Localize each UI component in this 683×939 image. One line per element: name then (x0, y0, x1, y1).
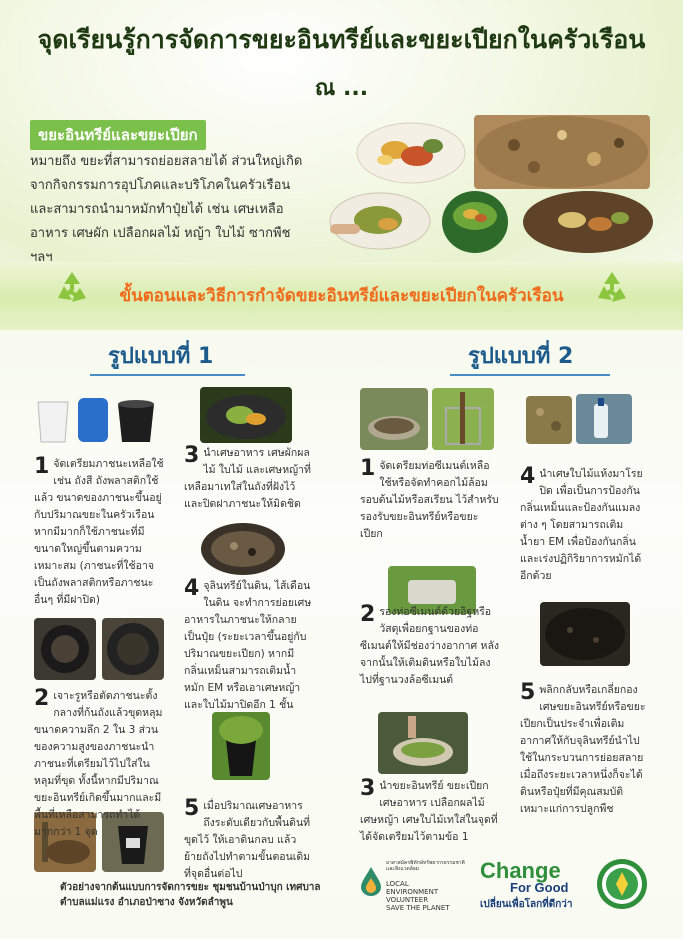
step-number: 2 (360, 602, 376, 627)
change-for-good-logo (474, 858, 589, 914)
lev-line-4: SAVE THE PLANET (386, 904, 450, 912)
model-1-step-1 (34, 456, 166, 609)
page-subtitle: ณ ... (314, 76, 369, 101)
recycle-icon-right (592, 268, 632, 308)
step-number: 3 (360, 776, 376, 801)
lev-line-2: ENVIRONMENT (386, 888, 439, 896)
step-number: 2 (34, 686, 50, 711)
step-text: นำเศษใบไม้แห้งมาโรยปิด เพื่อเป็นการป้องกันกลิ่นเหม็นและป้องกันแมลงต่าง ๆ โดยสามารถเติมน้ำยา EM เพื่อป้องกันกลิ่นและเร่งปฏิกิริยาการหมักได้อีกด้วย (520, 468, 643, 582)
model-2-underline (450, 374, 610, 376)
model-2-step-4 (520, 466, 646, 585)
buckets-photo (34, 392, 160, 444)
green-compost-bin-photo (441, 190, 509, 254)
step-text: จัดเตรียมภาชนะเหลือใช้ เช่น ถังสี ถังพลาสติกใช้แล้ว ขนาดของภาชนะขึ้นอยู่กับปริมาณขยะในครัวเรือน หากมีมากก็ใช้ภาชนะที่มีขนาดใหญ่ขึ้นตามความเหมาะสม (ภาชนะที่ใช้อาจเป็นถังพลาสติกหรือภาชนะอื่นๆ ที่มีฝาปิด) (34, 458, 164, 606)
model-1-step-5 (184, 798, 312, 883)
step-text: เมื่อปริมาณเศษอาหารถึงระดับเดียวกับพื้นดินที่ขุดไว้ ให้เอาดินกลบ แล้วย้ายถังไปทำตามขั้นตอนเดิมที่จุดอื่นต่อไป (184, 800, 311, 880)
step-text: พลิกกลับหรือเกลี่ยกองเศษขยะอินทรีย์หรือขยะเปียกเป็นประจำเพื่อเติมอากาศให้กับจุลินทรีย์นำไปใช้ในกระบวนการย่อยสลาย เมื่อถึงระยะเวลาหนึ่งก็จะได้ดินหรือปุ๋ยที่มีคุณสมบัติเหมาะแก่การปลูกพืช (520, 684, 646, 815)
food-waste-in-soil-photo (522, 190, 654, 254)
page-title: จุดเรียนรู้การจัดการขยะอินทรีย์และขยะเปียกในครัวเรือน (37, 25, 646, 54)
lev-line-3: VOLUNTEER (386, 896, 429, 904)
step-text: เจาะรูหรือตัดภาชนะตั้งกลางที่ก้นถังแล้วขุดหลุมขนาดความลึก 2 ใน 3 ส่วนของความสูงของภาชนะนำภาชนะที่เตรียมไว้ไปใส่ในหลุมที่ขุด ทั้งนี้หากมีปริมาณขยะอินทรีย์เกิดขึ้นมากและมีพื้นที่เหลือสามารถทำได้มากกว่า 1 จุด (34, 690, 163, 838)
step-text: นำเศษอาหาร เศษผักผลไม้ ใบไม้ และเศษหญ้าที่เหลือมาเทใส่ในถังที่ฝังไว้ และปิดฝาภาชนะให้มิดชิด (184, 447, 311, 510)
model-2-step-2 (360, 604, 500, 689)
bucket-in-hole-photo-a (34, 618, 96, 680)
model-2-title: รูปแบบที่ 2 (468, 344, 574, 369)
water-drop-icon (360, 866, 382, 896)
step-number: 5 (184, 796, 200, 821)
step-text: จัดเตรียมท่อซีเมนต์เหลือใช้หรือจัดทำคอกไม้ล้อมรอบต้นไม้หรือสเรียน ไว้สำหรับรองรับขยะอินทรีย์หรือขยะเปียก (360, 460, 499, 540)
cfg-change-text: Change (480, 858, 561, 883)
step-text: นำขยะอินทรีย์ ขยะเปียก เศษอาหาร เปลือกผลไม้ เศษหญ้า เศษใบไม้เทใส่ในจุดที่ได้จัดเตรียมไว้ตามข้อ 1 (360, 780, 498, 843)
model-2-step-1 (360, 458, 500, 543)
scraps-in-bucket-photo (200, 387, 292, 443)
em-spray-photo (576, 394, 632, 444)
intro-heading: ขยะอินทรีย์และขยะเปียก (30, 120, 206, 150)
step-number: 4 (520, 464, 536, 489)
compost-soil-photo (540, 602, 630, 666)
covered-bucket-photo (212, 712, 270, 780)
government-seal-logo (596, 858, 648, 910)
cfg-thai-text: เปลี่ยนเพื่อโลกที่ดีกว่า (480, 899, 573, 910)
model-1-step-4 (184, 578, 312, 714)
wire-cage-tree-photo (432, 388, 494, 450)
steps-title: ขั้นตอนและวิธีการกำจัดขยะอินทรีย์และขยะเปียกในครัวเรือน (119, 286, 564, 306)
model-2-step-3 (360, 778, 500, 846)
model-2-step-5 (520, 682, 646, 818)
decomposing-scraps-photo (200, 522, 286, 576)
step-text: จุลินทรีย์ในดิน, ไส้เดือนในดิน จะทำการย่อยเศษอาหารในภาชนะให้กลายเป็นปุ๋ย (ระยะเวลาขึ้นอยู่กับปริมาณขยะเปียก) หากมีกลิ่นเหม็นสามารถเติมน้ำหมัก EM หรือเอาเศษหญ้าและใบไม้มาปิดอีก 1 ชั้น (184, 580, 312, 711)
source-credit: ตัวอย่างจากต้นแบบการจัดการขยะ ชุมชนบ้านป่าบุก เทศบาลตำบลแม่แรง อำเภอป่าซาง จังหวัดลำพูน (60, 882, 321, 908)
step-number: 1 (360, 456, 376, 481)
pouring-scraps-photo (378, 712, 468, 774)
step-number: 4 (184, 576, 200, 601)
model-1-step-3 (184, 445, 312, 513)
food-scraps-plate-photo (355, 120, 467, 186)
intro-body: หมายถึง ขยะที่สามารถย่อยสลายได้ ส่วนใหญ่เกิดจากกิจกรรมการอุปโภคและบริโภคในครัวเรือน และสามารถนำมาหมักทำปุ๋ยได้ เช่น เศษเหลืออาหาร เศษผัก เปลือกผลไม้ หญ้า ใบไม้ ซากพืช ฯลฯ (30, 154, 303, 265)
model-1-step-2 (34, 688, 166, 841)
model-1-underline (90, 374, 245, 376)
bucket-in-hole-photo-b (102, 618, 164, 680)
model-1-title: รูปแบบที่ 1 (108, 344, 214, 369)
cfg-forgood-text: For Good (510, 880, 569, 895)
cement-ring-photo-a (360, 388, 428, 450)
lev-small-caption: อาสาสมัครพิทักษ์ทรัพยากรธรรมชาติและสิ่งแวดล้อม (386, 860, 465, 872)
lev-line-1: LOCAL (386, 880, 409, 888)
step-text: รองท่อซีเมนต์ด้วยอิฐหรือวัสดุเพื่อยกฐานของท่อซีเมนต์ให้มีช่องว่างอากาศ หลังจากนั้นให้เติมดินหรือใบไม้ลงไปที่ฐานวงล้อซีเมนต์ (360, 606, 500, 686)
step-number: 3 (184, 443, 200, 468)
local-environment-volunteer-logo (360, 858, 470, 914)
hand-holding-scraps-photo (328, 190, 433, 252)
step-number: 1 (34, 454, 50, 479)
dry-leaves-photo (526, 396, 572, 444)
step-number: 5 (520, 680, 536, 705)
compost-leaves-photo (474, 115, 650, 189)
